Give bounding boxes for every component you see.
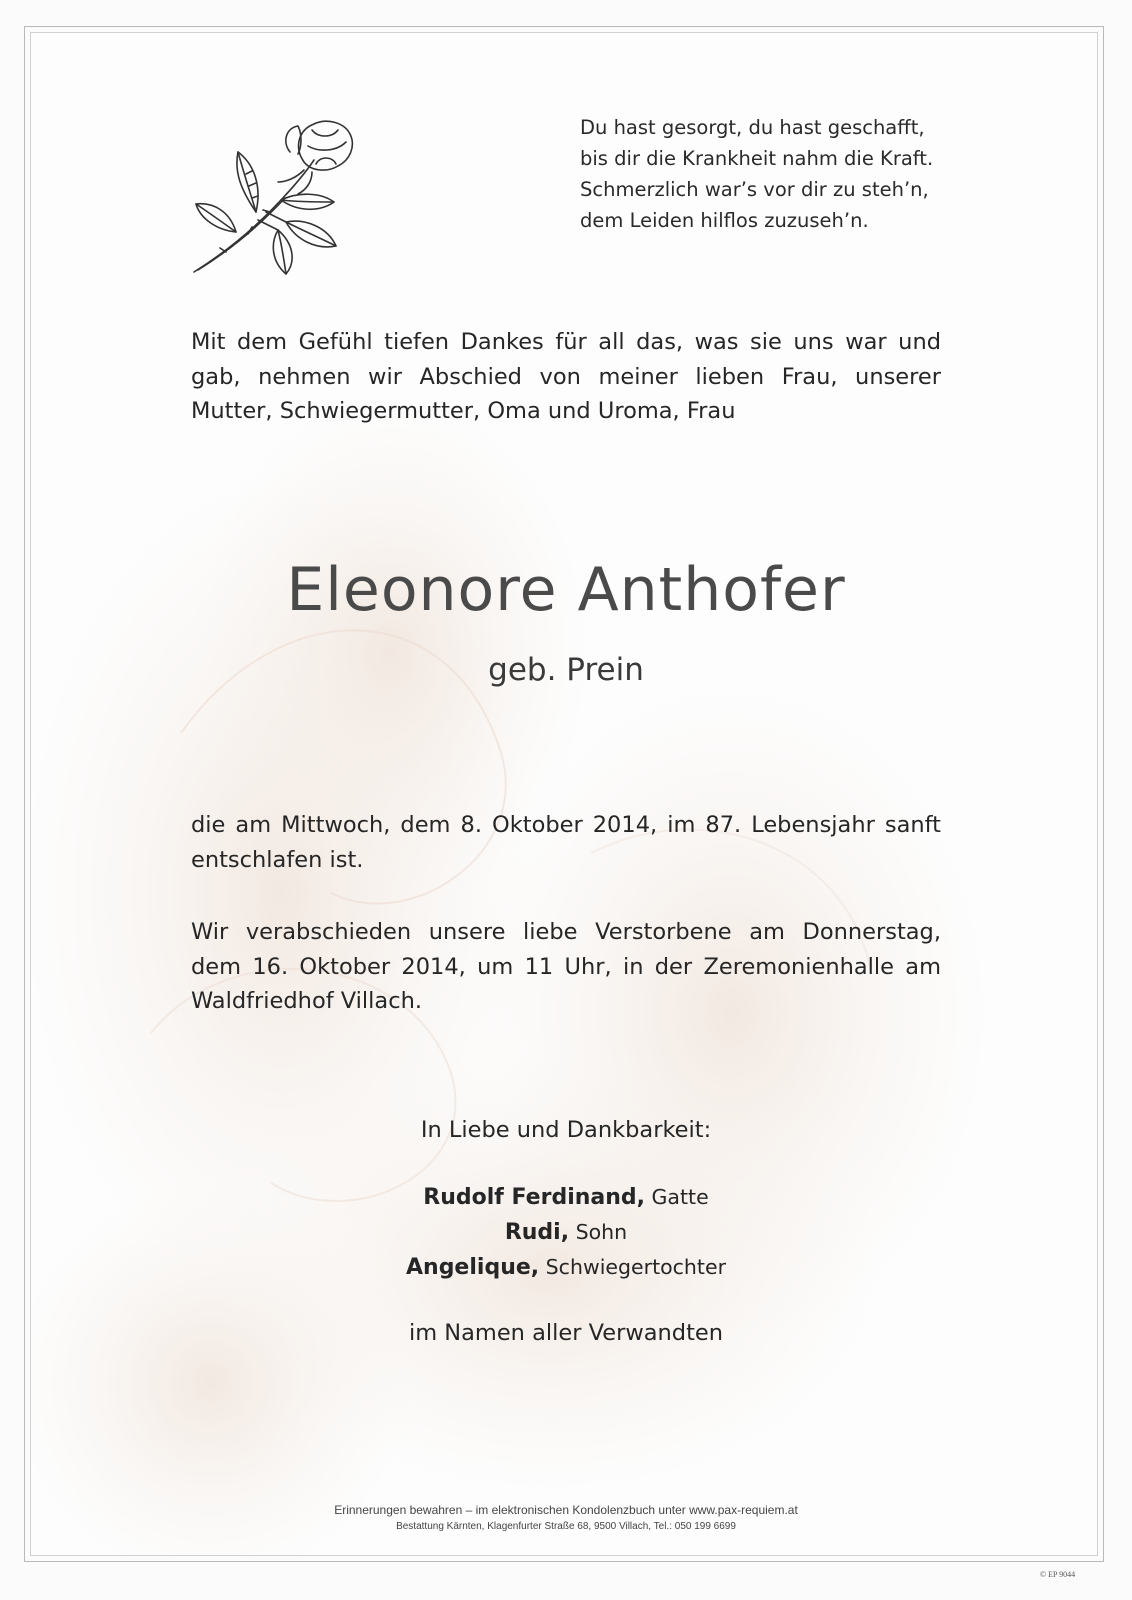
intro-paragraph xyxy=(191,325,941,429)
poem-line: bis dir die Krankheit nahm die Kraft. xyxy=(580,147,934,170)
on-behalf: im Namen aller Verwandten xyxy=(408,1320,724,1346)
mourner-relation: Gatte xyxy=(651,1185,709,1209)
poem-line: Schmerzlich war’s vor dir zu steh’n, xyxy=(580,178,929,201)
death-line: die am Mittwoch, dem 8. Oktober 2014, im 87. Lebensjahr sanft xyxy=(191,812,941,838)
death-notice xyxy=(191,808,941,877)
poem xyxy=(580,112,1000,236)
mourner xyxy=(0,1215,1132,1250)
mourner-name: Rudi, xyxy=(504,1220,570,1245)
mourner-name: Angelique, xyxy=(406,1255,540,1280)
closing-thanks: In Liebe und Dankbarkeit: xyxy=(420,1117,712,1143)
death-line: entschlafen ist. xyxy=(191,846,364,873)
poem-line: Du hast gesorgt, du hast geschafft, xyxy=(580,116,925,139)
footer-funeral-home: Bestattung Kärnten, Klagenfurter Straße 68, 9500 Villach, Tel.: 050 199 6699 xyxy=(396,1521,736,1532)
funeral-notice xyxy=(191,915,941,1019)
deceased-name: Eleonore Anthofer xyxy=(286,555,846,625)
intro-line: gab, nehmen wir Abschied von meiner lieben Frau, unserer xyxy=(191,363,941,390)
mourner-relation: Sohn xyxy=(575,1220,628,1244)
intro-line: Mit dem Gefühl tiefen Dankes für all das, was sie uns war und xyxy=(191,329,941,355)
product-code: © EP 9044 xyxy=(1040,1570,1076,1579)
funeral-line: Waldfriedhof Villach. xyxy=(191,988,422,1014)
poem-line: dem Leiden hilflos zuzuseh’n. xyxy=(580,209,869,232)
footer-condolence-link: Erinnerungen bewahren – im elektronischen Kondolenzbuch unter www.pax-requiem.at xyxy=(334,1503,798,1517)
mourner-name: Rudolf Ferdinand, xyxy=(423,1185,646,1210)
mourner xyxy=(0,1180,1132,1215)
mourner-relation: Schwiegertochter xyxy=(545,1255,726,1279)
mourner xyxy=(0,1250,1132,1285)
intro-line: Mutter, Schwiegermutter, Oma und Uroma, Frau xyxy=(191,398,736,424)
rose-icon xyxy=(186,112,360,282)
funeral-line: Wir verabschieden unsere liebe Verstorbene am Donnerstag, xyxy=(191,919,941,945)
mourners-list xyxy=(0,1180,1132,1285)
funeral-line: dem 16. Oktober 2014, um 11 Uhr, in der Zeremonienhalle am xyxy=(191,953,941,980)
maiden-name: geb. Prein xyxy=(488,652,644,688)
